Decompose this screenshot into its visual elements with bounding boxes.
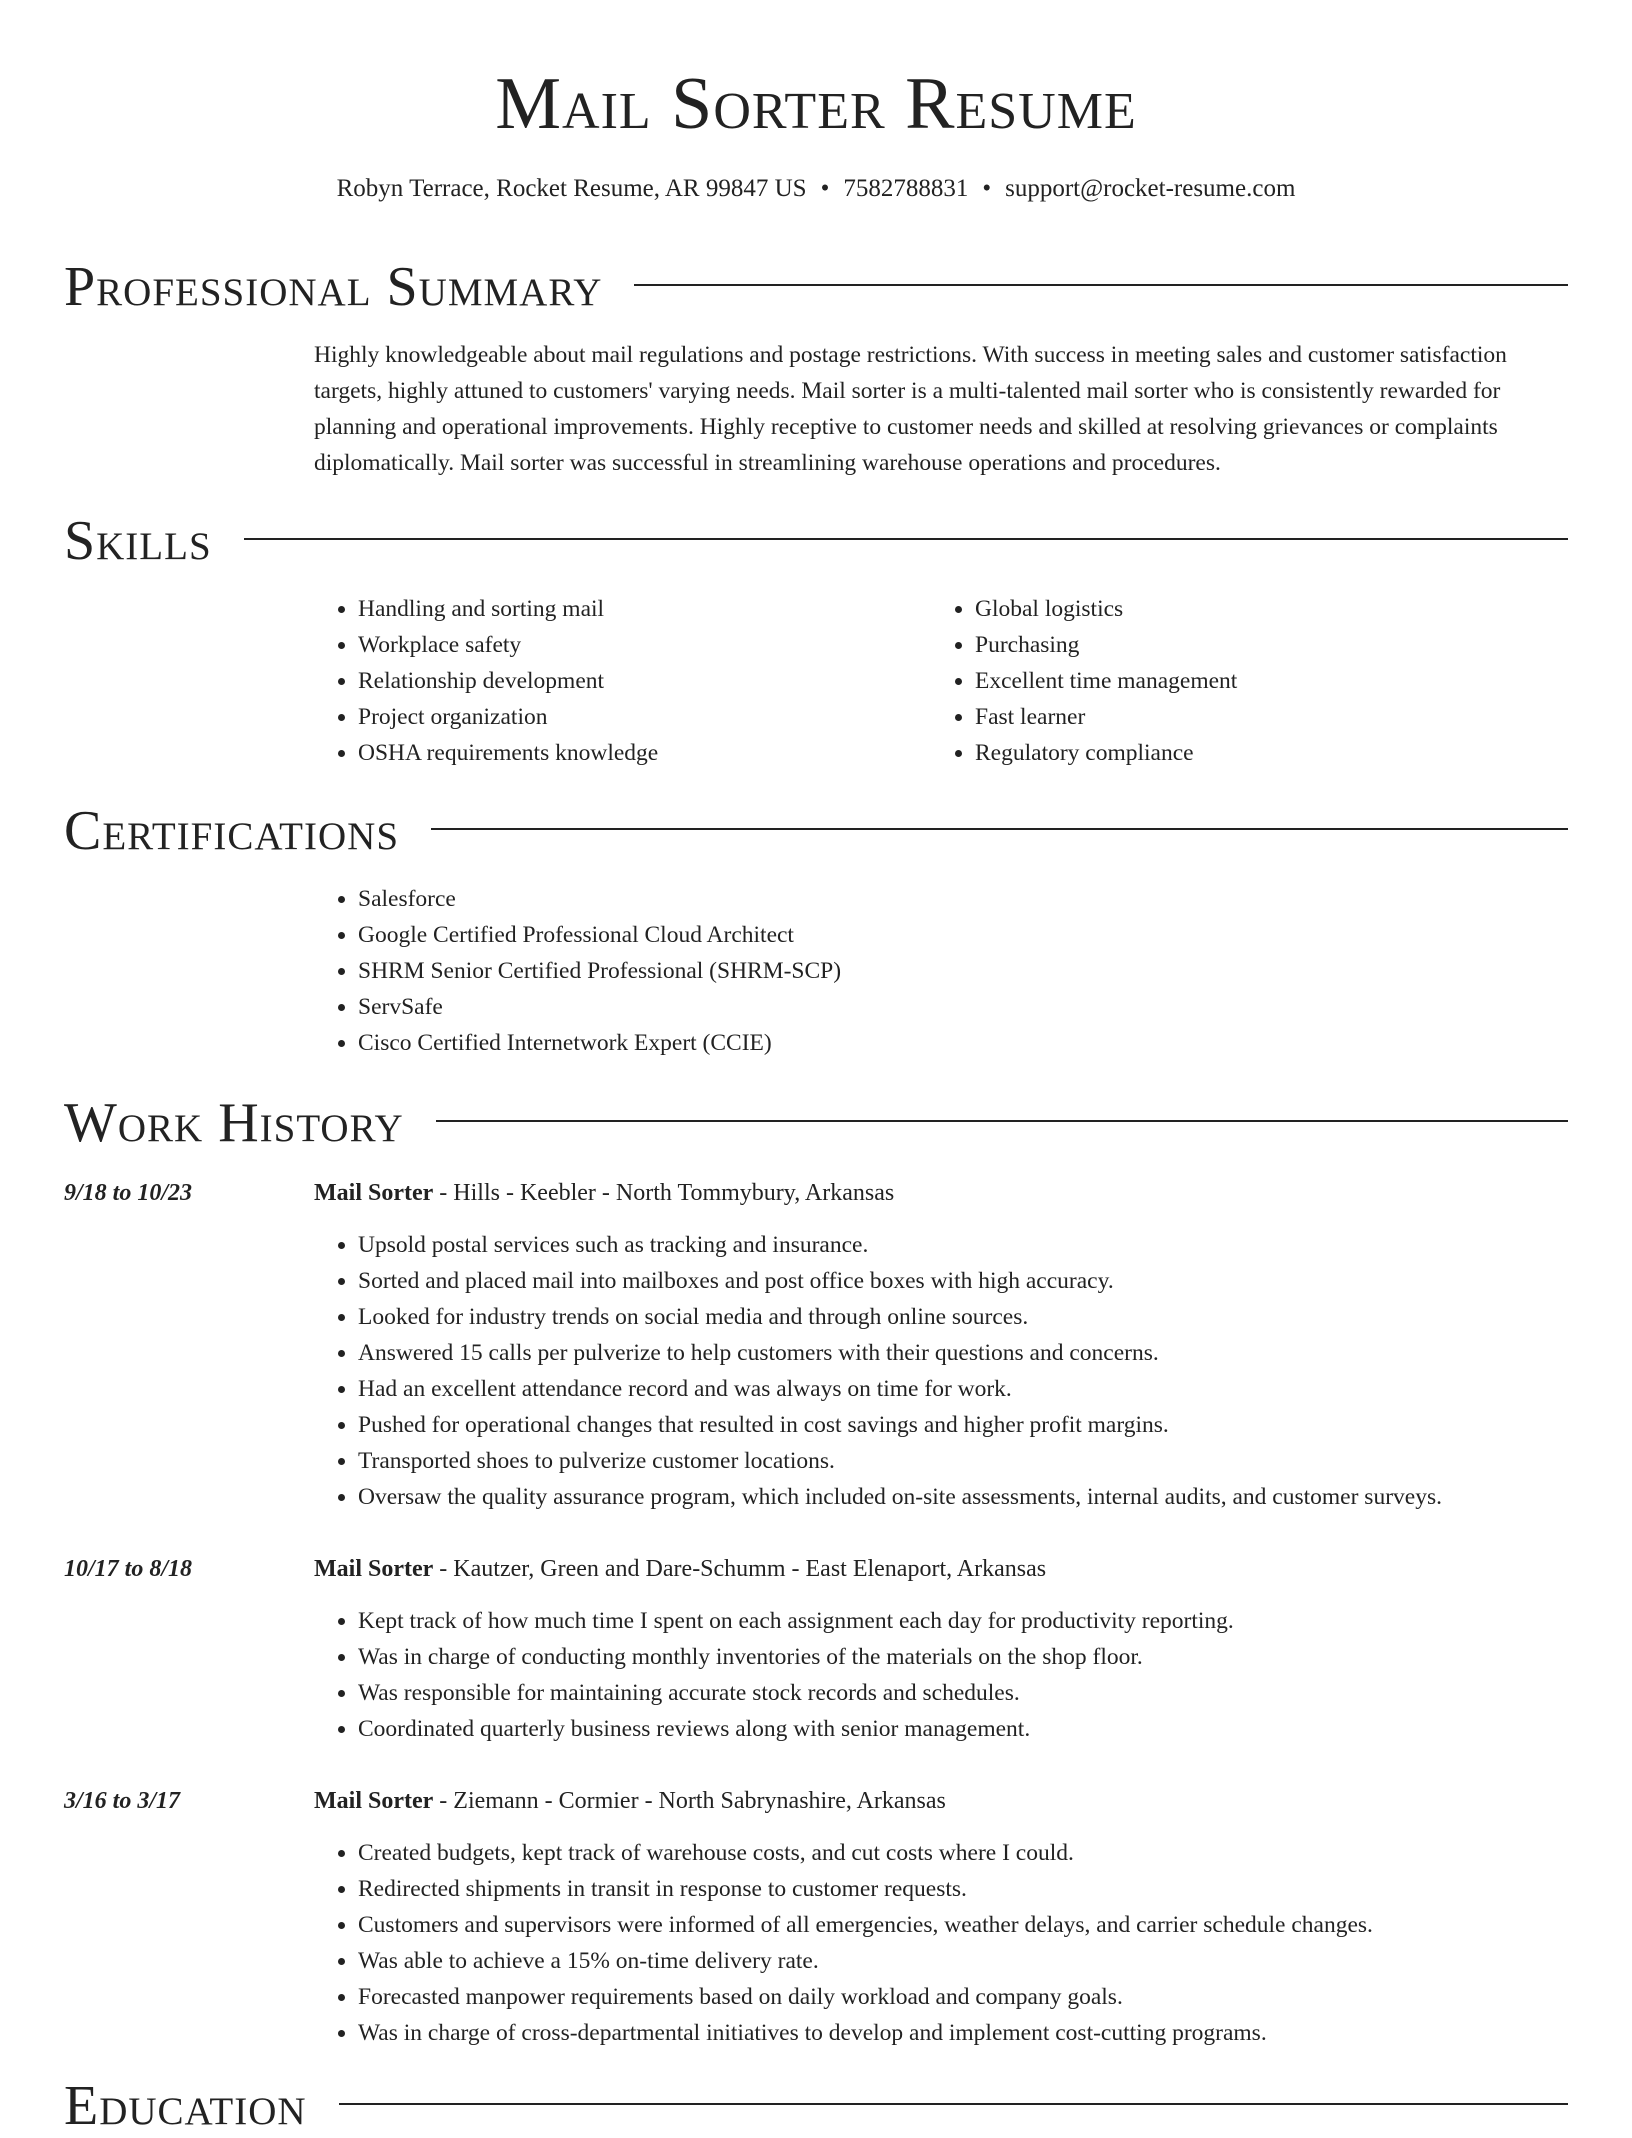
education-section-header — [64, 2074, 1568, 2138]
contact-email: support@rocket-resume.com — [1005, 175, 1296, 202]
certifications-section-header — [64, 799, 1568, 863]
contact-separator: • — [982, 175, 992, 202]
skill-item: • Fast learner — [975, 699, 1548, 735]
job-bullet: • Kept track of how much time I spent on each assignment each day for productivity reporting. — [358, 1603, 1568, 1639]
contact-phone: 7582788831 — [843, 175, 969, 202]
resume-page — [64, 0, 1568, 2137]
certification-item: • ServSafe — [358, 989, 1568, 1025]
contact-line — [64, 174, 1568, 204]
section-divider — [339, 2103, 1568, 2105]
education-heading: Education — [64, 2075, 307, 2137]
work-history-heading: Work History — [64, 1092, 404, 1154]
job-entry — [314, 1783, 1568, 2051]
section-divider — [436, 1120, 1568, 1122]
job-bullet: • Was in charge of cross-departmental initiatives to develop and implement cost-cutting programs. — [358, 2015, 1568, 2051]
skill-item: • Project organization — [358, 699, 931, 735]
skill-item: • Relationship development — [358, 663, 931, 699]
contact-address: Robyn Terrace, Rocket Resume, AR 99847 US — [336, 175, 807, 202]
skill-item: • Excellent time management — [975, 663, 1548, 699]
skill-item: • Handling and sorting mail — [358, 591, 931, 627]
job-bullet: • Oversaw the quality assurance program, which included on-site assessments, internal audits, and customer surveys. — [358, 1479, 1568, 1515]
skills-heading: Skills — [64, 510, 212, 572]
work-history-section-header — [64, 1091, 1568, 1155]
job-bullet: • Forecasted manpower requirements based on daily workload and company goals. — [358, 1979, 1568, 2015]
job-bullet: • Customers and supervisors were informed of all emergencies, weather delays, and carrier schedule changes. — [358, 1907, 1568, 1943]
summary-heading: Professional Summary — [64, 256, 603, 318]
skill-item: • Regulatory compliance — [975, 735, 1548, 771]
job-entry — [314, 1175, 1568, 1515]
job-dates: 3/16 to 3/17 — [64, 1788, 181, 1814]
skills-block — [314, 591, 1568, 771]
certifications-block — [314, 881, 1568, 1061]
certification-item: • Google Certified Professional Cloud Architect — [358, 917, 1568, 953]
job-dates: 9/18 to 10/23 — [64, 1180, 193, 1206]
certification-item: • Salesforce — [358, 881, 1568, 917]
skill-item: • Global logistics — [975, 591, 1548, 627]
job-bullet: • Had an excellent attendance record and was always on time for work. — [358, 1371, 1568, 1407]
section-divider — [431, 828, 1568, 830]
section-divider — [244, 538, 1568, 540]
skill-item: • Purchasing — [975, 627, 1548, 663]
job-title: Mail Sorter — [314, 1788, 434, 1814]
certifications-heading: Certifications — [64, 800, 400, 862]
job-dates: 10/17 to 8/18 — [64, 1556, 193, 1582]
job-bullet: • Created budgets, kept track of warehouse costs, and cut costs where I could. — [358, 1835, 1568, 1871]
job-bullet: • Was able to achieve a 15% on-time delivery rate. — [358, 1943, 1568, 1979]
job-bullet: • Was responsible for maintaining accurate stock records and schedules. — [358, 1675, 1568, 1711]
page-title: Mail Sorter Resume — [495, 63, 1137, 145]
job-entry — [314, 1551, 1568, 1747]
summary-block — [314, 337, 1568, 481]
job-header — [314, 1783, 1568, 1819]
job-header — [314, 1551, 1568, 1587]
job-title: Mail Sorter — [314, 1180, 434, 1206]
skills-column-left — [314, 591, 931, 771]
summary-section-header — [64, 255, 1568, 319]
skill-item: • Workplace safety — [358, 627, 931, 663]
skills-column-right — [931, 591, 1548, 771]
summary-text: Highly knowledgeable about mail regulations and postage restrictions. With success in meeting sales and customer satisfaction targets, highly attuned to customers' varying needs. Mail sorter is a multi-talented mail sorter who is consistently rewarded for planning and operational improvements. Highly receptive to customer needs and skilled at resolving grievances or complaints diplomatically. Mail sorter was successful in streamlining warehouse operations and procedures. — [314, 342, 1507, 476]
job-bullet: • Answered 15 calls per pulverize to help customers with their questions and concerns. — [358, 1335, 1568, 1371]
certification-item: • SHRM Senior Certified Professional (SHRM-SCP) — [358, 953, 1568, 989]
job-title: Mail Sorter — [314, 1556, 434, 1582]
job-bullet: • Pushed for operational changes that resulted in cost savings and higher profit margins. — [358, 1407, 1568, 1443]
job-company: - Hills - Keebler - North Tommybury, Arkansas — [433, 1180, 895, 1206]
skills-section-header — [64, 509, 1568, 573]
job-bullet: • Sorted and placed mail into mailboxes and post office boxes with high accuracy. — [358, 1263, 1568, 1299]
job-bullet: • Looked for industry trends on social media and through online sources. — [358, 1299, 1568, 1335]
job-company: - Kautzer, Green and Dare-Schumm - East Elenaport, Arkansas — [433, 1556, 1047, 1582]
job-bullet: • Coordinated quarterly business reviews along with senior management. — [358, 1711, 1568, 1747]
job-company: - Ziemann - Cormier - North Sabrynashire, Arkansas — [433, 1788, 946, 1814]
skill-item: • OSHA requirements knowledge — [358, 735, 931, 771]
job-header — [314, 1175, 1568, 1211]
contact-separator: • — [820, 175, 830, 202]
certification-item: • Cisco Certified Internetwork Expert (CCIE) — [358, 1025, 1568, 1061]
job-bullet: • Was in charge of conducting monthly inventories of the materials on the shop floor. — [358, 1639, 1568, 1675]
job-bullet: • Upsold postal services such as tracking and insurance. — [358, 1227, 1568, 1263]
section-divider — [634, 284, 1568, 286]
job-bullet: • Transported shoes to pulverize customer locations. — [358, 1443, 1568, 1479]
job-bullet: • Redirected shipments in transit in response to customer requests. — [358, 1871, 1568, 1907]
